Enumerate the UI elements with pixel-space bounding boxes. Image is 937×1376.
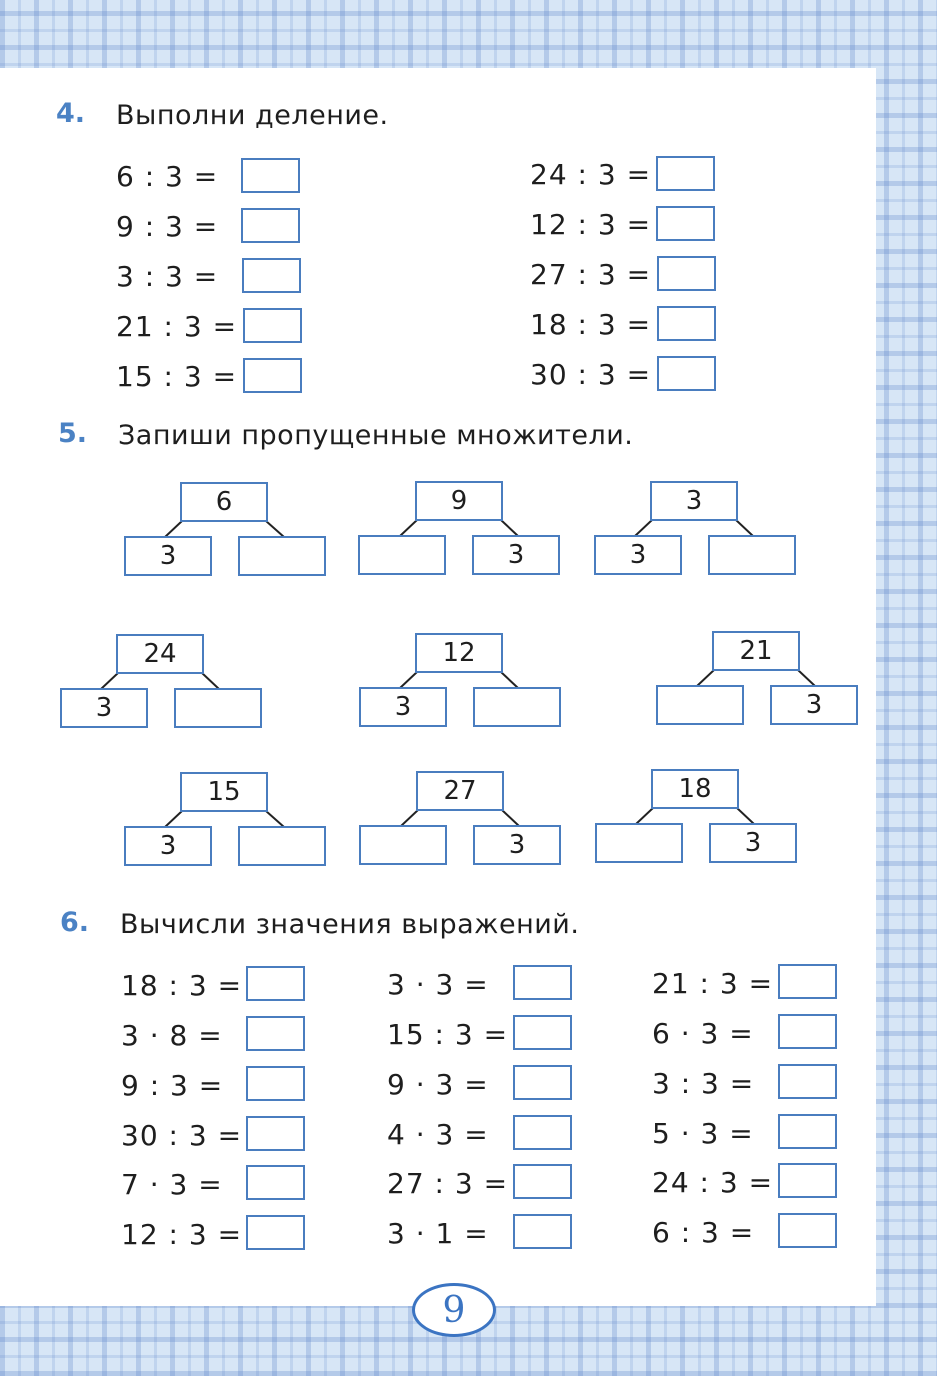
- tree-factor-box[interactable]: 3: [472, 535, 560, 575]
- tree-factor-box[interactable]: 3: [60, 688, 148, 728]
- answer-box[interactable]: [656, 206, 715, 241]
- answer-box[interactable]: [513, 965, 572, 1000]
- task-5-title: Запиши пропущенные множители.: [118, 420, 634, 451]
- task-6-expression: 24 : 3 =: [652, 1166, 774, 1199]
- tree-factor-box[interactable]: 3: [770, 685, 858, 725]
- task-4-expression: 15 : 3 =: [116, 360, 238, 393]
- task-6-expression: 30 : 3 =: [121, 1119, 243, 1152]
- task-6-expression: 21 : 3 =: [652, 967, 774, 1000]
- answer-box[interactable]: [246, 1165, 305, 1200]
- answer-box[interactable]: [243, 308, 302, 343]
- task-4-expression: 9 : 3 =: [116, 210, 219, 243]
- tree-factor-box[interactable]: [238, 536, 326, 576]
- task-6-expression: 15 : 3 =: [387, 1018, 509, 1051]
- tree-factor-box[interactable]: 3: [709, 823, 797, 863]
- answer-box[interactable]: [241, 158, 300, 193]
- tree-product-box: 24: [116, 634, 204, 674]
- answer-box[interactable]: [513, 1214, 572, 1249]
- answer-box[interactable]: [246, 1116, 305, 1151]
- answer-box[interactable]: [778, 1114, 837, 1149]
- answer-box[interactable]: [778, 964, 837, 999]
- task-4-expression: 12 : 3 =: [530, 208, 652, 241]
- answer-box[interactable]: [241, 208, 300, 243]
- tree-product-box: 27: [416, 771, 504, 811]
- tree-product-box: 9: [415, 481, 503, 521]
- answer-box[interactable]: [778, 1213, 837, 1248]
- tree-product-box: 12: [415, 633, 503, 673]
- tree-factor-box[interactable]: [174, 688, 262, 728]
- task-6-expression: 3 · 3 =: [387, 968, 489, 1001]
- tree-factor-box[interactable]: 3: [359, 687, 447, 727]
- answer-box[interactable]: [246, 966, 305, 1001]
- answer-box[interactable]: [513, 1164, 572, 1199]
- task-4-expression: 18 : 3 =: [530, 308, 652, 341]
- task-6-expression: 9 · 3 =: [387, 1068, 489, 1101]
- task-4-expression: 27 : 3 =: [530, 258, 652, 291]
- task-4-expression: 24 : 3 =: [530, 158, 652, 191]
- task-4-expression: 30 : 3 =: [530, 358, 652, 391]
- answer-box[interactable]: [778, 1014, 837, 1049]
- tree-factor-box[interactable]: [708, 535, 796, 575]
- task-6-number: 6.: [60, 907, 90, 938]
- task-6-expression: 3 · 8 =: [121, 1019, 223, 1052]
- tree-factor-box[interactable]: [238, 826, 326, 866]
- tree-factor-box[interactable]: 3: [473, 825, 561, 865]
- page-number: 9: [412, 1283, 496, 1337]
- answer-box[interactable]: [242, 258, 301, 293]
- task-6-expression: 5 · 3 =: [652, 1117, 754, 1150]
- answer-box[interactable]: [246, 1215, 305, 1250]
- answer-box[interactable]: [657, 256, 716, 291]
- tree-factor-box[interactable]: 3: [594, 535, 682, 575]
- answer-box[interactable]: [656, 156, 715, 191]
- answer-box[interactable]: [246, 1016, 305, 1051]
- task-4-expression: 3 : 3 =: [116, 260, 219, 293]
- answer-box[interactable]: [513, 1065, 572, 1100]
- tree-factor-box[interactable]: [473, 687, 561, 727]
- answer-box[interactable]: [513, 1115, 572, 1150]
- task-6-expression: 4 · 3 =: [387, 1118, 489, 1151]
- tree-factor-box[interactable]: [656, 685, 744, 725]
- tree-factor-box[interactable]: [359, 825, 447, 865]
- answer-box[interactable]: [246, 1066, 305, 1101]
- answer-box[interactable]: [778, 1064, 837, 1099]
- tree-product-box: 18: [651, 769, 739, 809]
- task-4-title: Выполни деление.: [116, 100, 389, 131]
- task-6-title: Вычисли значения выражений.: [120, 909, 580, 940]
- task-4-expression: 21 : 3 =: [116, 310, 238, 343]
- answer-box[interactable]: [513, 1015, 572, 1050]
- task-6-expression: 3 · 1 =: [387, 1217, 489, 1250]
- task-6-expression: 27 : 3 =: [387, 1167, 509, 1200]
- task-4-number: 4.: [56, 98, 86, 129]
- answer-box[interactable]: [657, 356, 716, 391]
- task-6-expression: 9 : 3 =: [121, 1069, 224, 1102]
- task-6-expression: 12 : 3 =: [121, 1218, 243, 1251]
- tree-factor-box[interactable]: 3: [124, 826, 212, 866]
- task-6-expression: 18 : 3 =: [121, 969, 243, 1002]
- tree-factor-box[interactable]: [358, 535, 446, 575]
- tree-factor-box[interactable]: [595, 823, 683, 863]
- answer-box[interactable]: [657, 306, 716, 341]
- tree-factor-box[interactable]: 3: [124, 536, 212, 576]
- tree-product-box: 21: [712, 631, 800, 671]
- task-6-expression: 6 · 3 =: [652, 1017, 754, 1050]
- task-5-number: 5.: [58, 418, 88, 449]
- answer-box[interactable]: [243, 358, 302, 393]
- task-6-expression: 6 : 3 =: [652, 1216, 755, 1249]
- answer-box[interactable]: [778, 1163, 837, 1198]
- task-4-expression: 6 : 3 =: [116, 160, 219, 193]
- task-6-expression: 7 · 3 =: [121, 1168, 223, 1201]
- tree-product-box: 3: [650, 481, 738, 521]
- task-6-expression: 3 : 3 =: [652, 1067, 755, 1100]
- tree-product-box: 15: [180, 772, 268, 812]
- tree-product-box: 6: [180, 482, 268, 522]
